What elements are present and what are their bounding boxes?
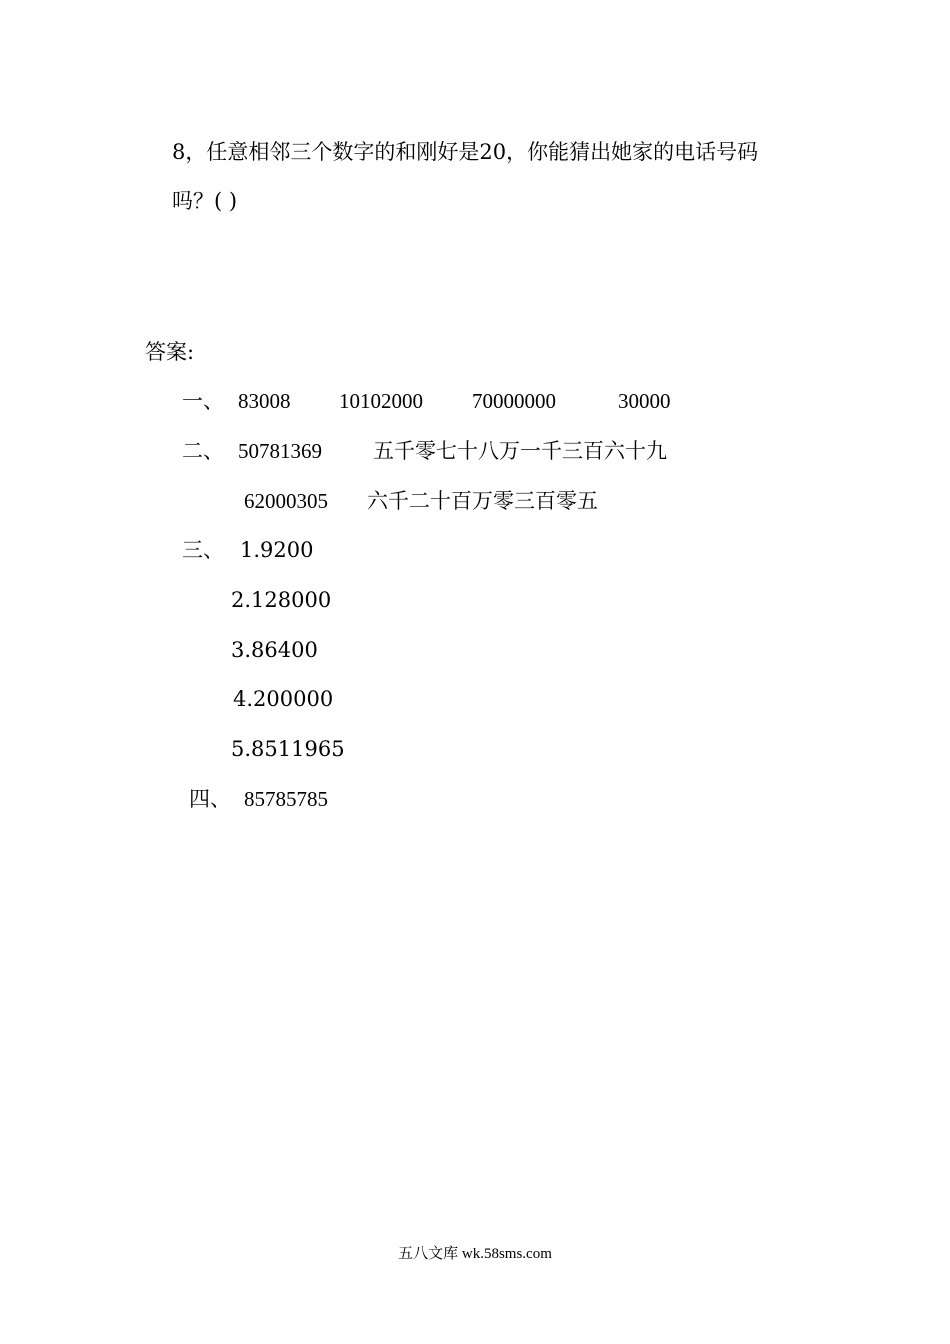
section-2-row-2-text: 六千二十百万零三百零五 [367, 489, 598, 513]
section-4-value: 85785785 [244, 787, 328, 811]
section-1-value-2: 10102000 [339, 389, 423, 413]
section-1-value-1: 83008 [238, 389, 291, 413]
section-3-item-3: 3.86400 [231, 638, 318, 662]
section-2-row-1-text: 五千零七十八万一千三百六十九 [373, 439, 667, 463]
section-1-value-3: 70000000 [472, 389, 556, 413]
section-2-row-2-number: 62000305 [244, 489, 328, 513]
section-3-item-1: 1.9200 [240, 538, 314, 562]
answer-heading: 答案: [145, 340, 195, 364]
section-4-label: 四、 [189, 787, 231, 811]
page-footer: 五八文库 wk.58sms.com [398, 1246, 552, 1262]
section-1-value-4: 30000 [618, 389, 671, 413]
section-1-label: 一、 [182, 389, 224, 413]
section-2-label: 二、 [182, 439, 224, 463]
section-2-row-1-number: 50781369 [238, 439, 322, 463]
section-3-item-5: 5.8511965 [231, 737, 345, 761]
section-3-item-2: 2.128000 [231, 588, 332, 612]
section-3-label: 三、 [182, 538, 224, 562]
section-3-item-4: 4.200000 [233, 687, 334, 711]
question-line-2: 吗？( ) [172, 189, 238, 213]
question-line-1: 8，任意相邻三个数字的和刚好是20，你能猜出她家的电话号码 [172, 140, 759, 164]
